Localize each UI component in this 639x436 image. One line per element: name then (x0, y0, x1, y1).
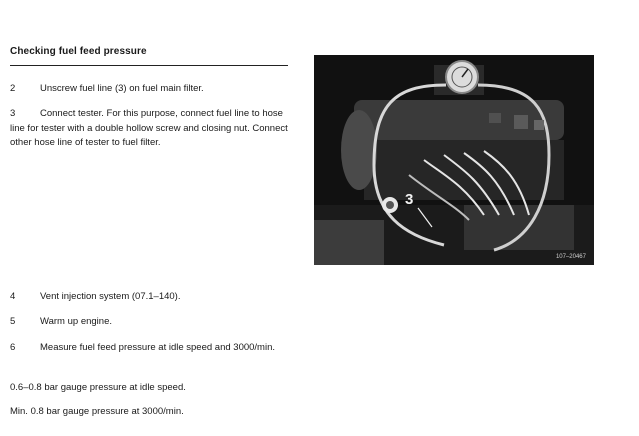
heading-rule (10, 65, 288, 66)
callout-label-3: 3 (405, 191, 414, 208)
spec-3000: Min. 0.8 bar gauge pressure at 3000/min. (10, 406, 184, 417)
step-5-text: Warm up engine. (40, 316, 112, 327)
step-4-text: Vent injection system (07.1–140). (40, 291, 181, 302)
step-4 (10, 290, 295, 305)
engine-photo (314, 55, 594, 265)
step-2-text: Unscrew fuel line (3) on fuel main filter. (40, 83, 204, 94)
step-3 (10, 107, 295, 151)
engine-photo-drawing (314, 55, 594, 265)
step-6-text: Measure fuel feed pressure at idle speed and 3000/min. (40, 342, 276, 353)
step-2-number: 2 (10, 83, 16, 94)
step-5-number: 5 (10, 316, 16, 327)
injection-pump-shape (464, 205, 574, 250)
step-5 (10, 315, 295, 330)
step-2 (10, 82, 295, 97)
step-3-text: Connect tester. For this purpose, connect fuel line to hose line for tester with a double hollow screw and closing nut. Connect other hose line of tester to fuel filter. (10, 108, 288, 148)
filter-housing-shape (341, 110, 377, 190)
spec-idle: 0.6–0.8 bar gauge pressure at idle speed. (10, 382, 186, 393)
step-6-number: 6 (10, 342, 16, 353)
step-6 (10, 341, 295, 356)
lower-left-component (314, 220, 384, 265)
step-3-number: 3 (10, 108, 16, 119)
section-heading: Checking fuel feed pressure (10, 46, 147, 57)
photo-reference-code: 107–20467 (555, 254, 586, 260)
manifold-shape (354, 100, 564, 140)
step-4-number: 4 (10, 291, 16, 302)
